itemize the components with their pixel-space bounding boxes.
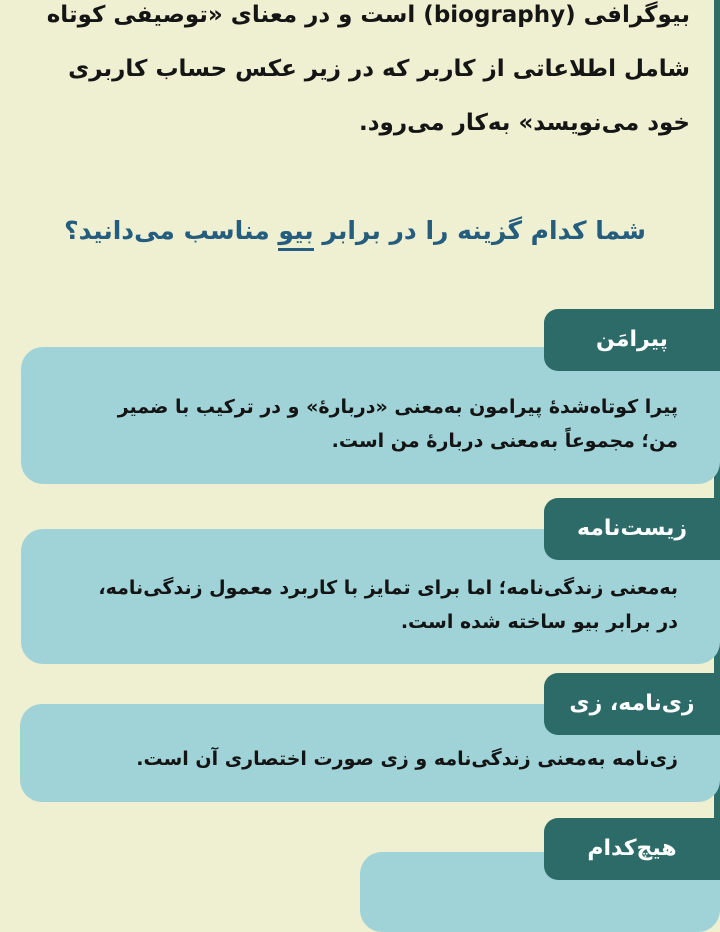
intro-line-1: بیوگرافی (biography) است و در معنای «توصیفی کوتاه: [46, 2, 690, 28]
option-1-description: [58, 390, 678, 458]
option-tab-2[interactable]: [544, 498, 720, 560]
question-text-end: مناسب می‌دانید؟: [64, 216, 279, 245]
option-4-title: هیچ‌کدام: [587, 836, 677, 861]
option-1-title: پیرامَن: [596, 327, 668, 352]
intro-line-3: خود می‌نویسد» به‌کار می‌رود.: [359, 110, 690, 136]
option-2-description: [58, 571, 678, 639]
intro-paragraph: [30, 0, 690, 150]
option-2-title: زیست‌نامه: [576, 516, 688, 541]
option-tab-4[interactable]: [544, 818, 720, 880]
option-1-line-1: پیرا کوتاه‌شدۀ پیرامون به‌معنی «دربارۀ» و در ترکیب با ضمیر: [117, 396, 678, 418]
option-2-line-1: به‌معنی زندگی‌نامه؛ اما برای تمایز با کاربرد معمول زندگی‌نامه،: [98, 577, 678, 599]
option-3-description: [58, 742, 678, 776]
option-tab-3[interactable]: [544, 673, 720, 735]
question-underlined-word: بیو: [278, 216, 313, 251]
question-text-start: شما کدام گزینه را در برابر: [313, 216, 646, 245]
intro-line-2: شامل اطلاعاتی از کاربر که در زیر عکس حساب کاربری: [68, 56, 690, 82]
option-1-line-2: من؛ مجموعاً به‌معنی دربارۀ من است.: [331, 430, 678, 452]
option-2-line-2: در برابر بیو ساخته شده است.: [400, 611, 678, 633]
option-3-line-1: زی‌نامه به‌معنی زندگی‌نامه و زی صورت اختصاری آن است.: [136, 748, 678, 770]
option-3-title: زی‌نامه، زی: [569, 691, 695, 716]
option-tab-1[interactable]: [544, 309, 720, 371]
question-heading: [40, 206, 646, 256]
